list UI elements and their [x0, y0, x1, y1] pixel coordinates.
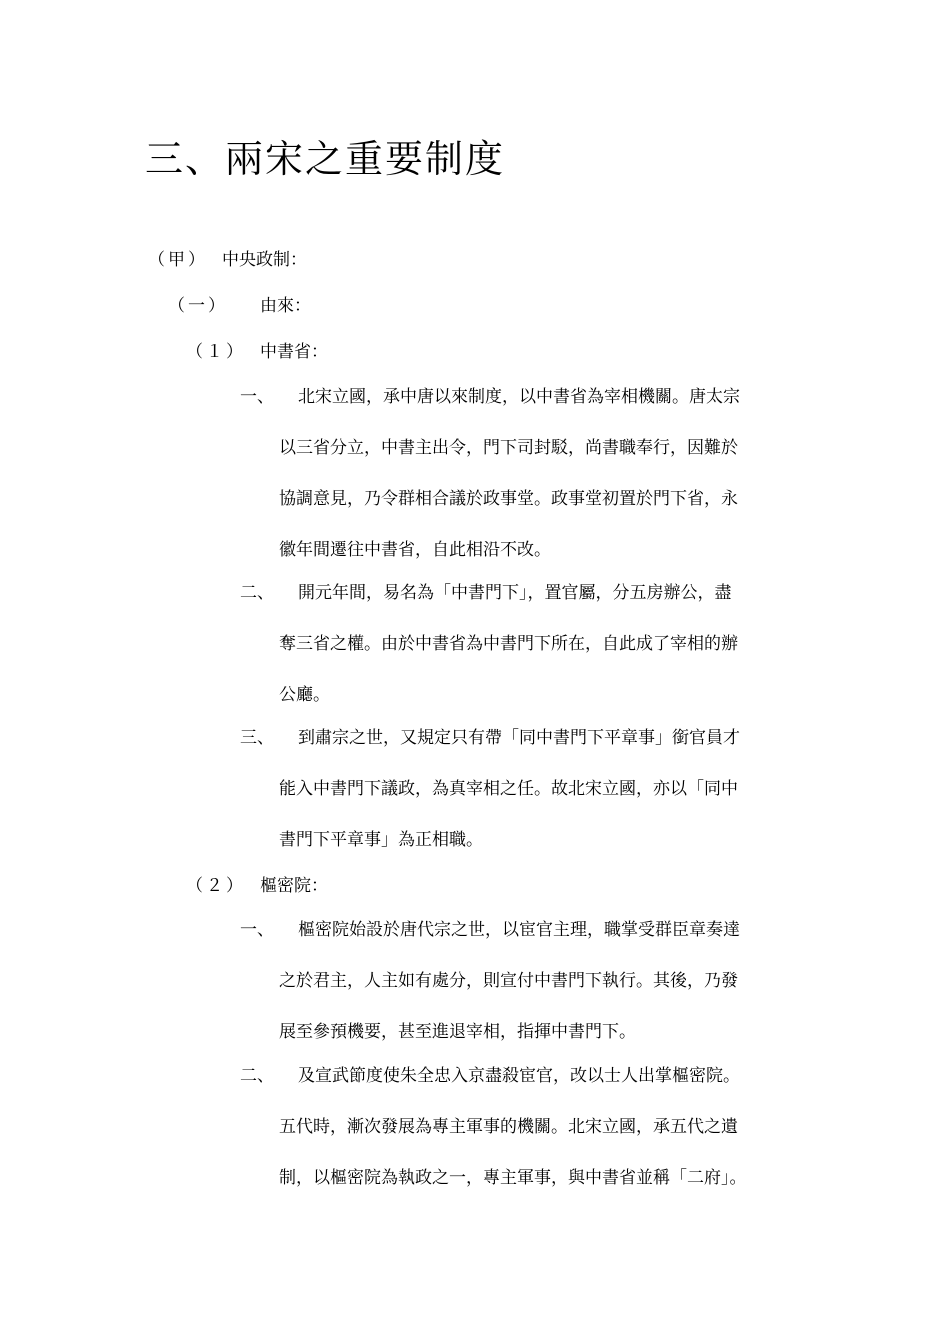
part-label: 中書省： — [260, 342, 328, 362]
text-line: 徽年間遷往中書省，自此相沿不改。 — [279, 540, 551, 560]
text-line: 樞密院始設於唐代宗之世，以宦官主理，職掌受群臣章奏達 — [298, 920, 740, 940]
subsection-heading-one — [168, 294, 311, 318]
item-text — [279, 568, 820, 721]
item-text — [279, 372, 820, 576]
item-number: 二、 — [240, 583, 274, 603]
text-line: 奪三省之權。由於中書省為中書門下所在，自此成了宰相的辦 — [279, 634, 738, 654]
text-line: 之於君主，人主如有處分，則宣付中書門下執行。其後，乃發 — [279, 971, 738, 991]
part-label: 樞密院： — [260, 876, 328, 896]
section-marker: （甲） — [148, 250, 208, 270]
subsection-label: 由來： — [260, 296, 311, 316]
part-marker: （１） — [186, 342, 246, 362]
item-number: 一、 — [240, 920, 274, 940]
section-label: 中央政制： — [222, 250, 307, 270]
list-item — [240, 1051, 820, 1204]
part-heading-zhongshusheng — [186, 340, 328, 364]
part-marker: （２） — [186, 876, 246, 896]
text-line: 到肅宗之世，又規定只有帶「同中書門下平章事」銜官員才 — [298, 728, 740, 748]
item-number: 一、 — [240, 387, 274, 407]
item-text — [279, 1051, 820, 1204]
text-line: 書門下平章事」為正相職。 — [279, 830, 483, 850]
item-number: 三、 — [240, 728, 274, 748]
text-line: 公廳。 — [279, 685, 330, 705]
text-line: 能入中書門下議政，為真宰相之任。故北宋立國，亦以「同中 — [279, 779, 738, 799]
item-number: 二、 — [240, 1066, 274, 1086]
list-item — [240, 568, 820, 721]
list-item — [240, 713, 820, 866]
text-line: 及宣武節度使朱全忠入京盡殺宦官，改以士人出掌樞密院。 — [298, 1066, 740, 1086]
section-heading-jia — [148, 248, 307, 272]
part-heading-shumiyuan — [186, 874, 328, 898]
text-line: 協調意見，乃令群相合議於政事堂。政事堂初置於門下省，永 — [279, 489, 738, 509]
item-text — [279, 905, 820, 1058]
text-line: 開元年間，易名為「中書門下」，置官屬，分五房辦公，盡 — [298, 583, 732, 603]
subsection-marker: （一） — [168, 296, 228, 316]
text-line: 北宋立國，承中唐以來制度，以中書省為宰相機關。唐太宗 — [298, 387, 740, 407]
text-line: 五代時，漸次發展為專主軍事的機關。北宋立國，承五代之遺 — [279, 1117, 738, 1137]
text-line: 展至參預機要，甚至進退宰相，指揮中書門下。 — [279, 1022, 636, 1042]
list-item — [240, 372, 820, 576]
text-line: 制，以樞密院為執政之一，專主軍事，與中書省並稱「二府」。 — [279, 1168, 747, 1188]
page-title: 三、兩宋之重要制度 — [145, 137, 506, 181]
list-item — [240, 905, 820, 1058]
item-text — [279, 713, 820, 866]
text-line: 以三省分立，中書主出令，門下司封駁，尚書職奉行，因難於 — [279, 438, 738, 458]
